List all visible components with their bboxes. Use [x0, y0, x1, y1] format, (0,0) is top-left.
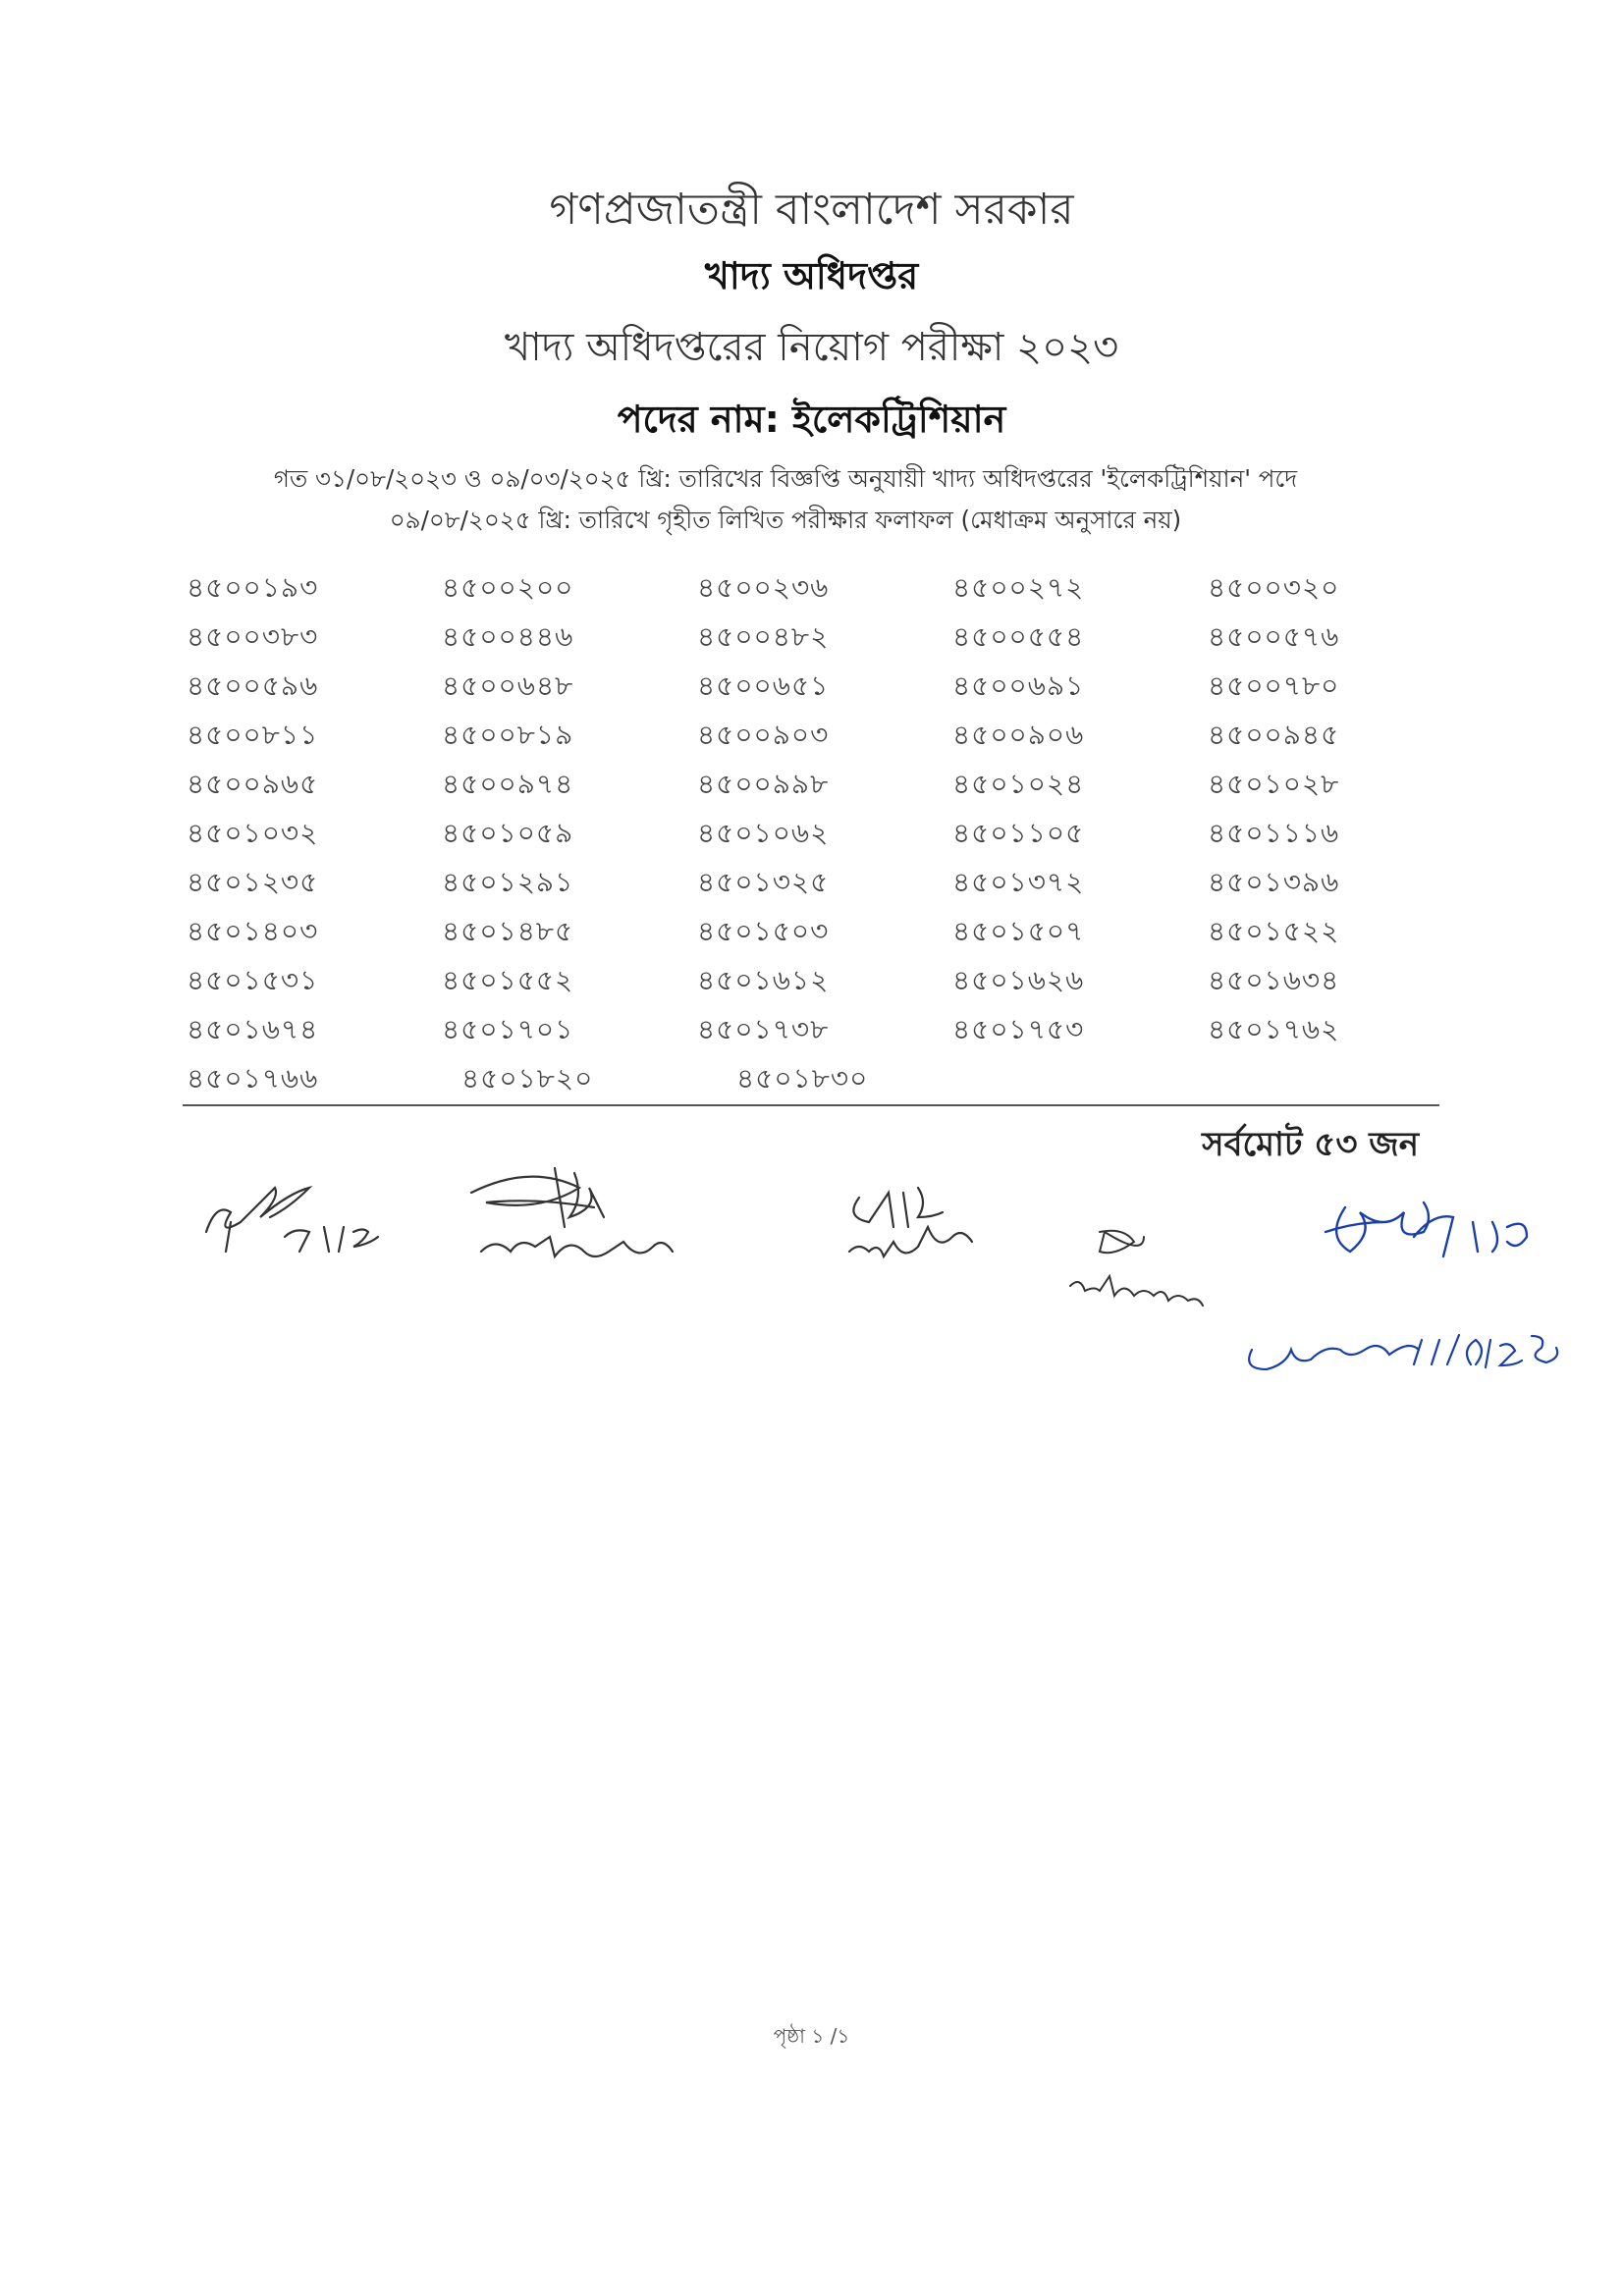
roll-number: ৪৫০০৯০৩ [697, 718, 830, 751]
roll-number: ৪৫০০২৩৬ [697, 570, 830, 604]
divider-rule [183, 1104, 1439, 1106]
roll-number: ৪৫০১৫২২ [1208, 914, 1340, 947]
result-row [187, 663, 1463, 712]
roll-number: ৪৫০১৭৬২ [1208, 1012, 1340, 1045]
result-row [187, 564, 1463, 614]
result-row [187, 859, 1463, 908]
result-row [187, 761, 1463, 810]
result-row [187, 712, 1463, 761]
roll-number: ৪৫০০৪৪৬ [442, 619, 574, 653]
roll-number: ৪৫০১৫৩১ [187, 963, 319, 996]
roll-number: ৪৫০০৯৪৫ [1208, 718, 1340, 751]
result-row [187, 1006, 1463, 1055]
roll-number: ৪৫০১৭৬৬ [187, 1061, 319, 1095]
roll-number: ৪৫০০৮১৯ [442, 718, 574, 751]
result-row [187, 1055, 1463, 1104]
roll-number: ৪৫০১০৫৯ [442, 816, 574, 849]
roll-number: ৪৫০০৭৮০ [1208, 668, 1340, 702]
signature-2 [461, 1158, 717, 1276]
department-heading: খাদ্য অধিদপ্তর [704, 254, 919, 297]
roll-number: ৪৫০০৬৪৮ [442, 668, 574, 702]
roll-number: ৪৫০১৮৩০ [736, 1061, 869, 1095]
roll-number: ৪৫০১১১৬ [1208, 816, 1340, 849]
roll-number: ৪৫০০২৭২ [952, 570, 1085, 604]
roll-number: ৪৫০১৬১২ [697, 963, 830, 996]
roll-number: ৪৫০১৬২৬ [952, 963, 1085, 996]
roll-number: ৪৫০১৬৭৪ [187, 1012, 319, 1045]
roll-number: ৪৫০১০৩২ [187, 816, 319, 849]
roll-number: ৪৫০০৯৯৮ [697, 767, 830, 800]
result-row [187, 908, 1463, 957]
roll-number: ৪৫০০২০০ [442, 570, 574, 604]
roll-number: ৪৫০০৫৯৬ [187, 668, 319, 702]
signature-3 [839, 1168, 1036, 1276]
roll-number: ৪৫০১০২৪ [952, 767, 1085, 800]
signatures-area [196, 1163, 1571, 1409]
roll-number: ৪৫০১৫০৩ [697, 914, 830, 947]
roll-number: ৪৫০১২৯১ [442, 865, 574, 898]
roll-number: ৪৫০০৯০৬ [952, 718, 1085, 751]
notice-line-2: ০৯/০৮/২০২৫ খ্রি: তারিখে গৃহীত লিখিত পরীক্ষার ফলাফল (মেধাক্রম অনুসারে নয়) [389, 506, 1182, 534]
roll-number: ৪৫০১৭৫৩ [952, 1012, 1085, 1045]
signature-5 [1316, 1193, 1571, 1291]
roll-number: ৪৫০০৬৫১ [697, 668, 830, 702]
result-row [187, 957, 1463, 1006]
roll-number: ৪৫০১৫০৭ [952, 914, 1085, 947]
roll-number: ৪৫০১৭০১ [442, 1012, 574, 1045]
roll-number: ৪৫০১১০৫ [952, 816, 1085, 849]
exam-title: খাদ্য অধিদপ্তরের নিয়োগ পরীক্ষা ২০২৩ [504, 325, 1119, 370]
roll-number: ৪৫০১৮২০ [461, 1061, 594, 1095]
roll-number: ৪৫০১২৩৫ [187, 865, 319, 898]
roll-number: ৪৫০১৩২৫ [697, 865, 830, 898]
roll-number: ৪৫০১৭৩৮ [697, 1012, 830, 1045]
signature-6 [1237, 1310, 1571, 1389]
roll-number: ৪৫০১৩৭২ [952, 865, 1085, 898]
roll-number: ৪৫০০৬৯১ [952, 668, 1085, 702]
roll-number: ৪৫০১৬৩৪ [1208, 963, 1340, 996]
roll-number: ৪৫০০৫৫৪ [952, 619, 1085, 653]
roll-number: ৪৫০০৫৭৬ [1208, 619, 1340, 653]
government-heading: গণপ্রজাতন্ত্রী বাংলাদেশ সরকার [549, 185, 1074, 235]
roll-number: ৪৫০১৩৯৬ [1208, 865, 1340, 898]
roll-number: ৪৫০০৯৬৫ [187, 767, 319, 800]
roll-number: ৪৫০০৯৭৪ [442, 767, 574, 800]
roll-number: ৪৫০১০৬২ [697, 816, 830, 849]
roll-number: ৪৫০১৪০৩ [187, 914, 319, 947]
signature-1 [196, 1163, 432, 1271]
signature-4 [1060, 1222, 1257, 1310]
result-row [187, 810, 1463, 859]
roll-number: ৪৫০১৪৮৫ [442, 914, 574, 947]
roll-number: ৪৫০০৮১১ [187, 718, 319, 751]
total-count: সর্বমোট ৫৩ জন [1202, 1125, 1419, 1164]
roll-number: ৪৫০০৪৮২ [697, 619, 830, 653]
page-number: পৃষ্ঠা ১ /১ [773, 2024, 850, 2048]
roll-number: ৪৫০০১৯৩ [187, 570, 319, 604]
roll-number: ৪৫০১০২৮ [1208, 767, 1340, 800]
roll-number: ৪৫০১৫৫২ [442, 963, 574, 996]
result-row [187, 614, 1463, 663]
notice-line-1: গত ৩১/০৮/২০২৩ ও ০৯/০৩/২০২৫ খ্রি: তারিখের বিজ্ঞপ্তি অনুযায়ী খাদ্য অধিদপ্তরের 'ইলেকট্রিশিয়ান' পদে [273, 464, 1298, 493]
roll-number: ৪৫০০৩২০ [1208, 570, 1340, 604]
roll-number: ৪৫০০৩৮৩ [187, 619, 319, 653]
results-grid [187, 564, 1463, 1104]
post-name: পদের নাম: ইলেকট্রিশিয়ান [617, 398, 1006, 441]
